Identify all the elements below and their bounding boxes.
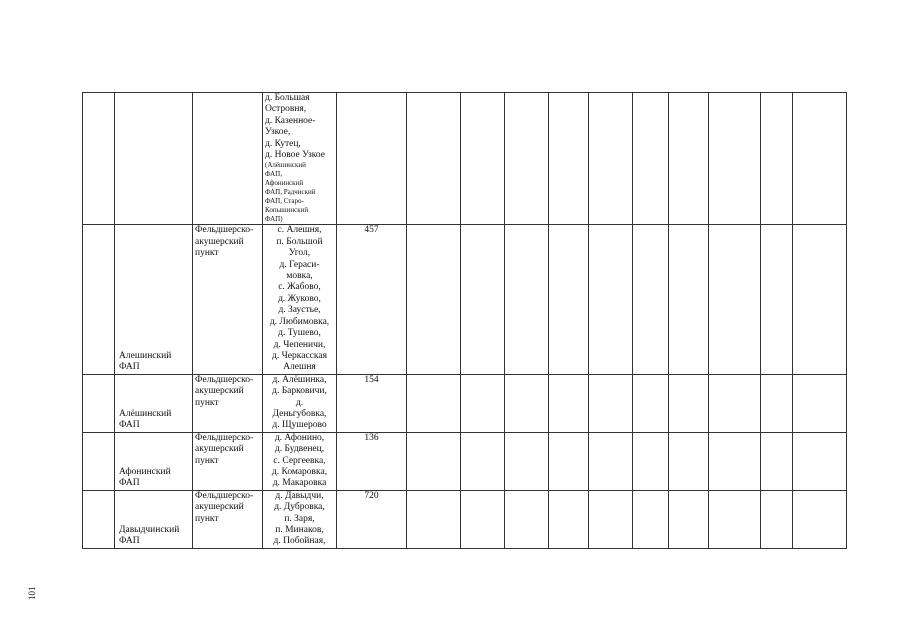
empty-cell: [549, 93, 589, 225]
empty-cell: [793, 490, 847, 548]
empty-cell: [761, 490, 793, 548]
empty-cell: [761, 225, 793, 374]
page-number: 101: [27, 586, 37, 600]
settlement-line: д. Гераси-: [279, 259, 320, 270]
settlement-line: д. Заустье,: [278, 305, 321, 316]
facility-type-cell: Фельдшерско-акушерский пункт: [193, 225, 263, 374]
settlement-line: д. Кутец,: [265, 138, 301, 149]
settlement-line: д. Щушерово: [272, 420, 327, 431]
empty-cell: [709, 490, 761, 548]
settlement-line: д. Комаровка,: [271, 466, 328, 477]
settlement-line: Алешня: [283, 362, 316, 373]
empty-cell: [549, 432, 589, 490]
table-row: [83, 490, 847, 548]
empty-cell: [407, 490, 461, 548]
empty-cell: [589, 93, 633, 225]
empty-cell: [669, 432, 709, 490]
empty-cell: [669, 93, 709, 225]
row-index-cell: [83, 432, 115, 490]
empty-cell: [761, 432, 793, 490]
empty-cell: [505, 225, 549, 374]
table-row: [83, 432, 847, 490]
empty-cell: [589, 432, 633, 490]
empty-cell: [461, 93, 505, 225]
empty-cell: [633, 225, 669, 374]
settlement-note-line: (Алёшинский: [265, 161, 306, 170]
facility-type-cell: Фельдшерско-акушерский пункт: [193, 374, 263, 432]
settlement-note-line: ФАП,: [265, 170, 282, 179]
facility-name-cell: Давыдчинский ФАП: [115, 490, 193, 548]
empty-cell: [407, 374, 461, 432]
row-index-cell: [83, 93, 115, 225]
settlement-line: д. Давыдчи,: [275, 490, 324, 501]
empty-cell: [709, 432, 761, 490]
empty-cell: [633, 490, 669, 548]
settlement-line: д. Любимовка,: [269, 316, 330, 327]
empty-cell: [793, 432, 847, 490]
empty-cell: [793, 374, 847, 432]
empty-cell: [505, 432, 549, 490]
settlement-line: д. Черкасская: [272, 350, 327, 361]
empty-cell: [589, 490, 633, 548]
empty-cell: [461, 225, 505, 374]
settlement-line: д.: [295, 397, 304, 408]
empty-cell: [505, 490, 549, 548]
empty-cell: [669, 490, 709, 548]
empty-cell: [407, 432, 461, 490]
table-row: [83, 374, 847, 432]
facility-type-cell: [193, 93, 263, 225]
settlements-cell: [263, 490, 337, 548]
settlement-line: д. Жуково,: [278, 293, 321, 304]
empty-cell: [761, 374, 793, 432]
population-cell: 136: [337, 432, 407, 490]
empty-cell: [633, 374, 669, 432]
empty-cell: [461, 374, 505, 432]
registry-body: [83, 93, 847, 549]
settlements-cell: [263, 225, 337, 374]
facility-name-cell: Алёшинский ФАП: [115, 374, 193, 432]
empty-cell: [589, 225, 633, 374]
empty-cell: [761, 93, 793, 225]
empty-cell: [709, 225, 761, 374]
settlement-line: д. Афонино,: [274, 432, 325, 443]
empty-cell: [549, 225, 589, 374]
settlement-note-line: ФАП): [265, 215, 283, 224]
population-cell: 457: [337, 225, 407, 374]
empty-cell: [407, 225, 461, 374]
settlement-line: д. Макаровка: [272, 478, 327, 489]
settlement-line: д. Тушево,: [278, 328, 321, 339]
settlement-line: с. Жабово,: [278, 282, 321, 293]
settlement-note-line: Копышинский: [265, 206, 309, 215]
empty-cell: [549, 374, 589, 432]
empty-cell: [709, 374, 761, 432]
settlement-line: п. Большой: [276, 236, 323, 247]
settlement-note-line: ФАП, Радчиский: [265, 188, 316, 197]
settlement-note-line: Афонинский: [265, 179, 304, 188]
empty-cell: [793, 225, 847, 374]
facility-name-cell: [115, 93, 193, 225]
settlement-line: д. Барковичи,: [272, 386, 327, 397]
table-row: [83, 225, 847, 374]
row-index-cell: [83, 225, 115, 374]
settlement-line: д. Дубровка,: [274, 502, 325, 513]
settlement-line: п. Заря,: [284, 513, 315, 524]
row-index-cell: [83, 490, 115, 548]
empty-cell: [461, 490, 505, 548]
empty-cell: [549, 490, 589, 548]
population-cell: 154: [337, 374, 407, 432]
empty-cell: [709, 93, 761, 225]
facility-name-cell: Алешинский ФАП: [115, 225, 193, 374]
settlement-note-line: ФАП, Старо-: [265, 197, 304, 206]
settlement-line: с. Алешня,: [277, 225, 322, 236]
empty-cell: [633, 93, 669, 225]
settlement-line: д. Большая: [265, 93, 310, 103]
empty-cell: [669, 225, 709, 374]
settlement-line: д. Чепеничи,: [273, 339, 326, 350]
settlement-line: д. Казенное-: [265, 115, 316, 126]
table-row: [83, 93, 847, 225]
settlement-line: д. Алёшинка,: [272, 374, 327, 385]
settlements-cell: [263, 374, 337, 432]
empty-cell: [505, 374, 549, 432]
row-index-cell: [83, 374, 115, 432]
empty-cell: [669, 374, 709, 432]
settlement-line: Узкое,: [265, 127, 291, 138]
settlement-line: д. Побойная,: [273, 536, 326, 547]
settlement-line: д. Будвенец,: [274, 444, 325, 455]
facility-type-cell: Фельдшерско-акушерский пункт: [193, 432, 263, 490]
registry-table: [82, 92, 847, 549]
population-cell: [337, 93, 407, 225]
facility-type-cell: Фельдшерско-акушерский пункт: [193, 490, 263, 548]
facility-name-cell: Афонинский ФАП: [115, 432, 193, 490]
empty-cell: [633, 432, 669, 490]
settlement-line: мовка,: [286, 271, 313, 282]
empty-cell: [589, 374, 633, 432]
settlement-line: Угол,: [288, 248, 311, 259]
settlement-line: с. Сергеевка,: [273, 455, 326, 466]
empty-cell: [407, 93, 461, 225]
settlement-line: д. Новое Узкое: [265, 150, 325, 161]
empty-cell: [793, 93, 847, 225]
empty-cell: [505, 93, 549, 225]
population-cell: 720: [337, 490, 407, 548]
settlements-cell: [263, 93, 337, 225]
empty-cell: [461, 432, 505, 490]
settlement-line: п. Минаков,: [275, 525, 324, 535]
settlement-line: Деньгубовка,: [272, 408, 327, 419]
settlements-cell: [263, 432, 337, 490]
settlement-line: Островня,: [265, 104, 307, 115]
